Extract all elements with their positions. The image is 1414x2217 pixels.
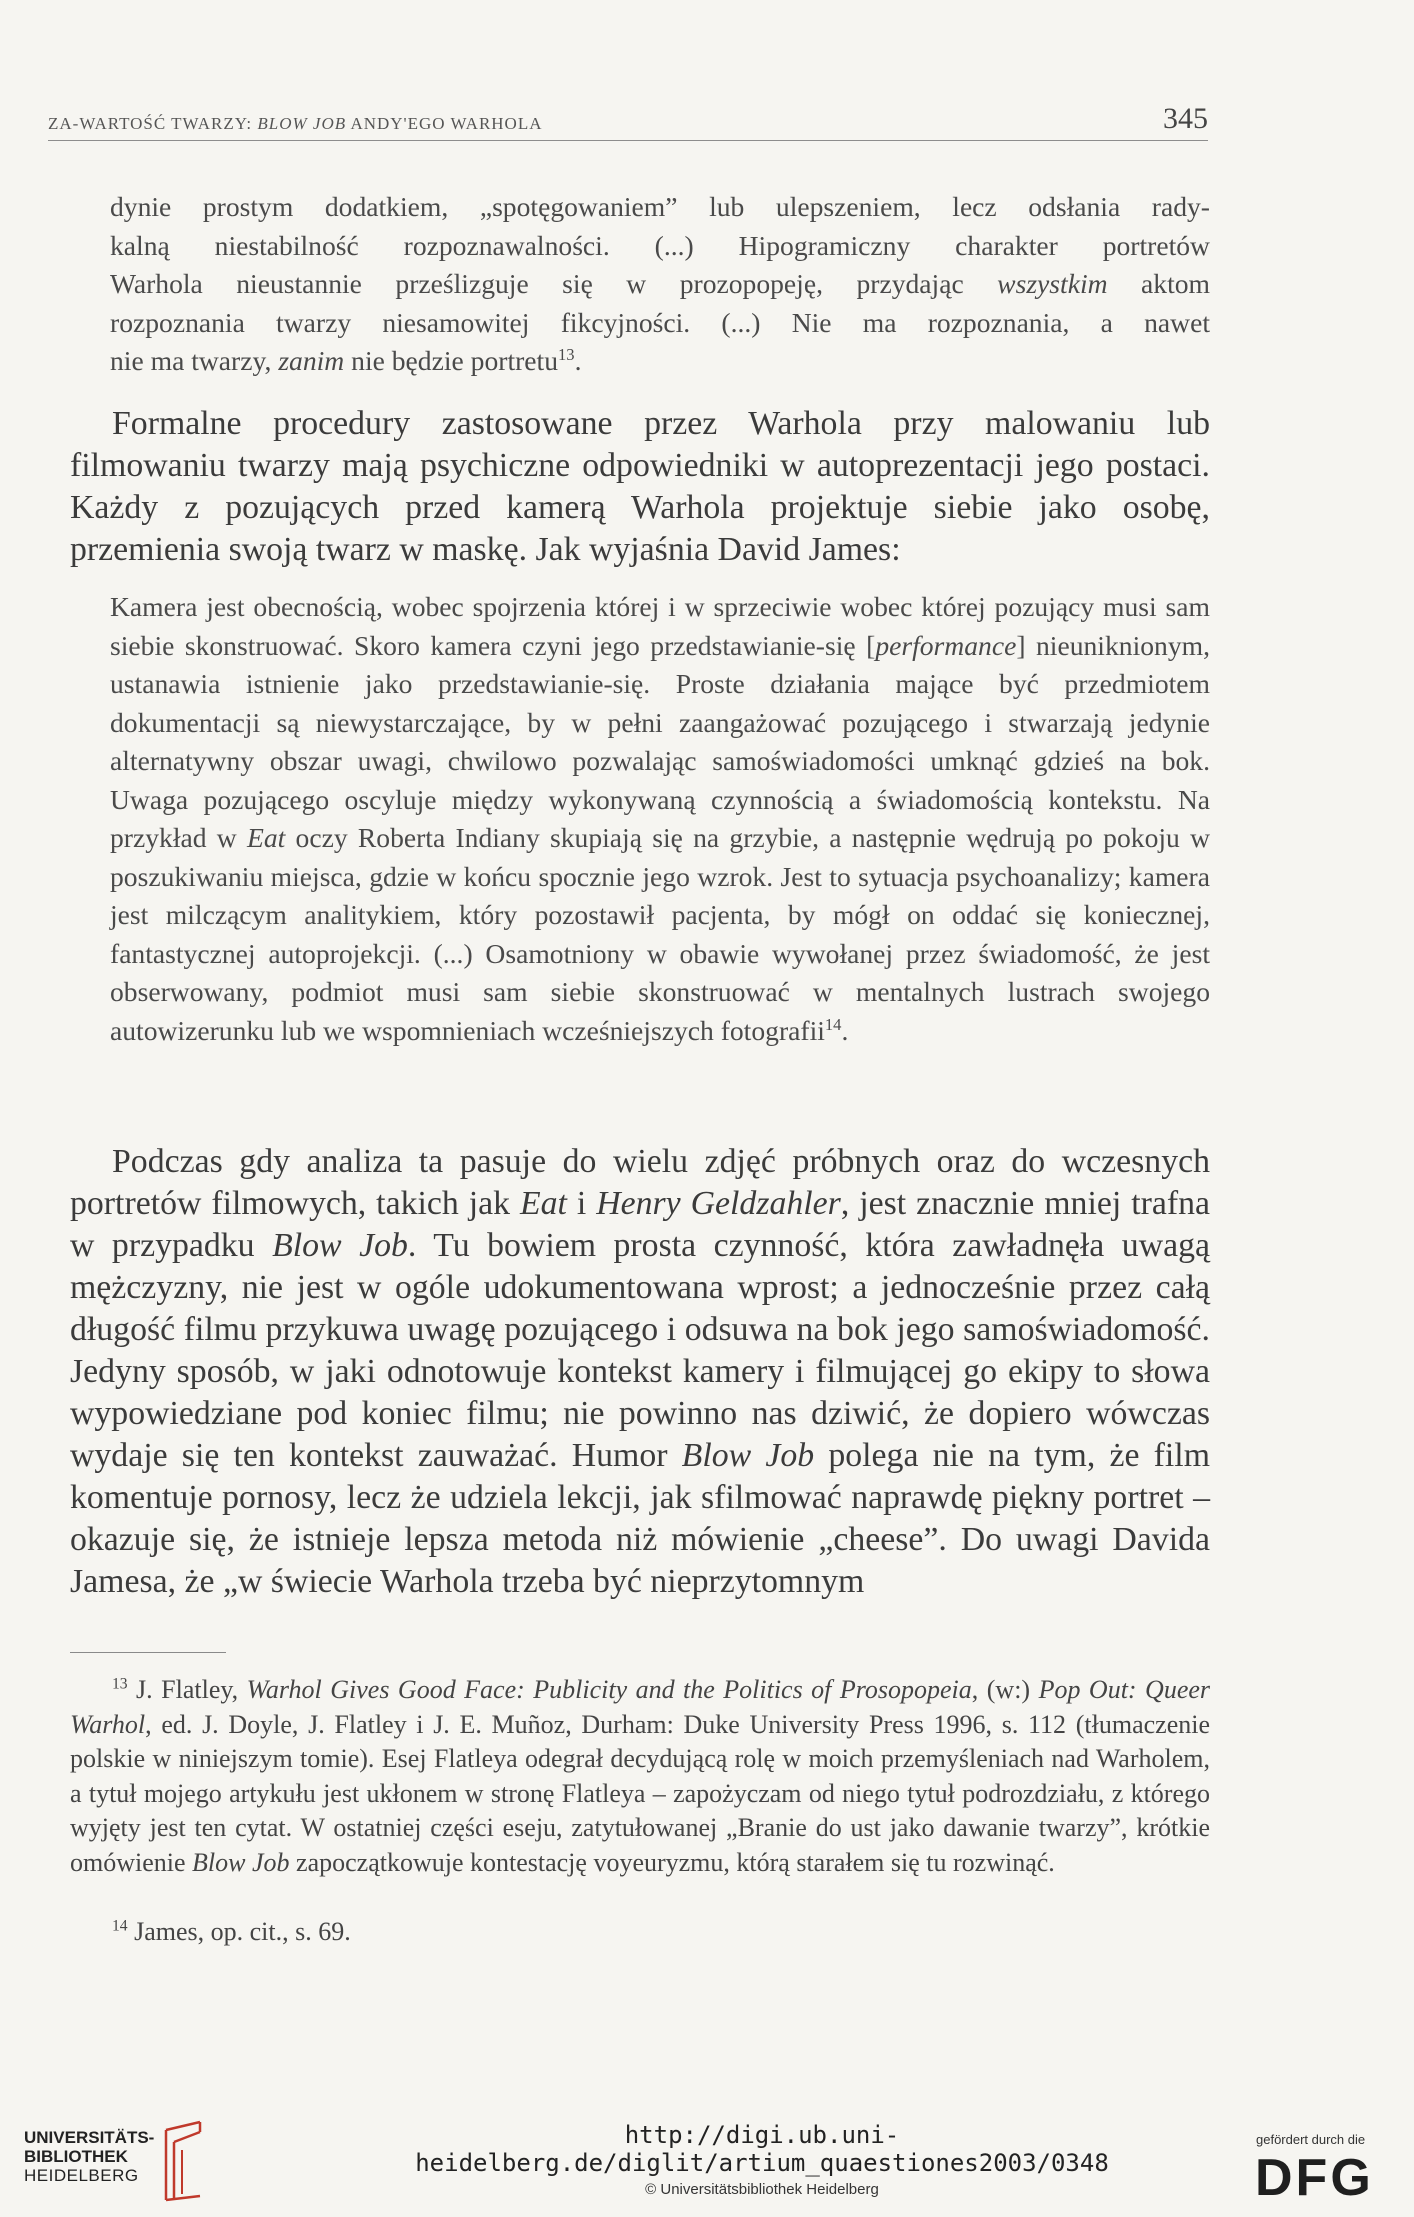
footnote-divider: [70, 1652, 226, 1653]
library-emblem-icon: [148, 2120, 208, 2204]
body-paragraph: Formalne procedury zastosowane przez Warhola przy malowaniu lub filmowaniu twarzy mają psychiczne odpowiedniki w autoprezentacji jego postaci. Każdy z pozujących przed kamerą Warhola projektuje siebie jako osobę, przemienia swoją twarz w maskę. Jak wyjaśnia David James:: [70, 405, 1210, 568]
body-paragraph: Podczas gdy analiza ta pasuje do wielu zdjęć próbnych oraz do wczesnych portretów filmowych, takich jak Eat i Henry Geldzahler, jest znacznie mniej trafna w przypadku Blow Job. Tu bowiem prosta czynność, która zawładnęła uwagą mężczyzny, nie jest w ogóle udokumentowana wprost; a jednocześnie przez całą długość filmu przykuwa uwagę pozującego i odsuwa na bok jego samoświadomość. Jedyny sposób, w jaki odnotowuje kontekst kamery i filmującej go ekipy to słowa wypowiedziane pod koniec filmu; nie powinno nas dziwić, że dopiero wówczas wydaje się ten kontekst zauważać. Humor Blow Job polega nie na tym, że film komentuje pornosy, lecz że udziela lekcji, jak sfilmować naprawdę piękny portret – okazuje się, że istnieje lepsza metoda niż mówienie „cheese”. Do uwagi Davida Jamesa, że „w świecie Warhola trzeba być nieprzytomnym: [70, 1143, 1210, 1600]
running-title: ZA-WARTOŚĆ TWARZY: BLOW JOB ANDY'EGO WARHOLA: [48, 114, 543, 133]
dfg-caption: gefördert durch die: [1256, 2132, 1366, 2147]
copyright-notice: © Universitätsbibliothek Heidelberg: [645, 2181, 879, 2198]
footnote-13: $^{13}$ J. Flatley, Warhol Gives Good Face: Publicity and the Politics of Prosopopeia, (w:) Pop Out: Queer Warhol, ed. J. Doyle, J. Flatley i J. E. Muñoz, Durham: Duke University Press 1996, s. 112 (tłumaczenie polskie w niniejszym tomie). Esej Flatleya odegrał decydującą rolę w moich przemyśleniach nad Warholem, a tytuł mojego artykułu jest ukłonem w stronę Flatleya – zapożyczam od niego tytuł podrozdziału, z którego wyjęty jest ten cytat. W ostatniej części eseju, zatytułowanej „Branie do ust jako dawanie twarzy”, krótkie omówienie Blow Job zapoczątkowuje kontestację voyeuryzmu, którą starałem się tu rozwinąć.: [70, 1675, 1211, 1877]
running-header: [48, 104, 1208, 141]
block-quote-continuation: dynie prostym dodatkiem, „spotęgowaniem” lub ulepszeniem, lecz odsłania rady- kalną niestabilność rozpoznawalności. (...) Hipogramiczny charakter portretów Warhola nieustannie prześlizguje się w prozopopeję, przydając wszystkim aktom rozpoznania twarzy niesamowitej fikcyjności. (...) Nie ma rozpoznania, a nawet nie ma twarzy, zanim nie będzie portretu$^{13}$.: [110, 191, 1210, 376]
footnote-ref-13: 13: [558, 344, 575, 364]
university-library-logo: UNIVERSITÄTS- BIBLIOTHEK HEIDELBERG: [24, 2128, 155, 2185]
footnote-ref-14: 14: [824, 1014, 842, 1034]
page-number: 345: [1163, 102, 1208, 135]
footnote-14: $^{14}$ James, op. cit., s. 69.: [112, 1917, 351, 1946]
block-quote-james: Kamera jest obecnością, wobec spojrzenia której i w sprzeciwie wobec której pozujący musi sam siebie skonstruować. Skoro kamera czyni jego przedstawianie-się [performance] nieuniknionym, ustanawia istnienie jako przedstawianie-się. Proste działania mające być przedmiotem dokumentacji są niewystarczające, by w pełni zaangażować pozującego i stwarzają jedynie alternatywny obszar uwagi, chwilowo pozwalając samoświadomości umknąć gdzieś na bok. Uwaga pozującego oscyluje między wykonywaną czynnością a świadomością kontekstu. Na przykład w Eat oczy Roberta Indiany skupiają się na grzybie, a następnie wędrują po pokoju w poszukiwaniu miejsca, gdzie w końcu spocznie jego wzrok. Jest to sytuacja psychoanalizy; kamera jest milczącym analitykiem, który pozostawił pacjenta, by mógł on oddać się koniecznej, fantastycznej autoprojekcji. (...) Osamotniony w obawie wywołanej przez świadomość, że jest obserwowany, podmiot musi sam siebie skonstruować w mentalnych lustrach swojego autowizerunku lub we wspomnieniach wcześniejszych fotografii$^{14}$.: [110, 591, 1211, 1046]
dfg-logo: DFG: [1255, 2149, 1374, 2207]
source-url-link[interactable]: http://digi.ub.uni-heidelberg.de/diglit/artium_quaestiones2003/0348: [415, 2121, 1109, 2177]
